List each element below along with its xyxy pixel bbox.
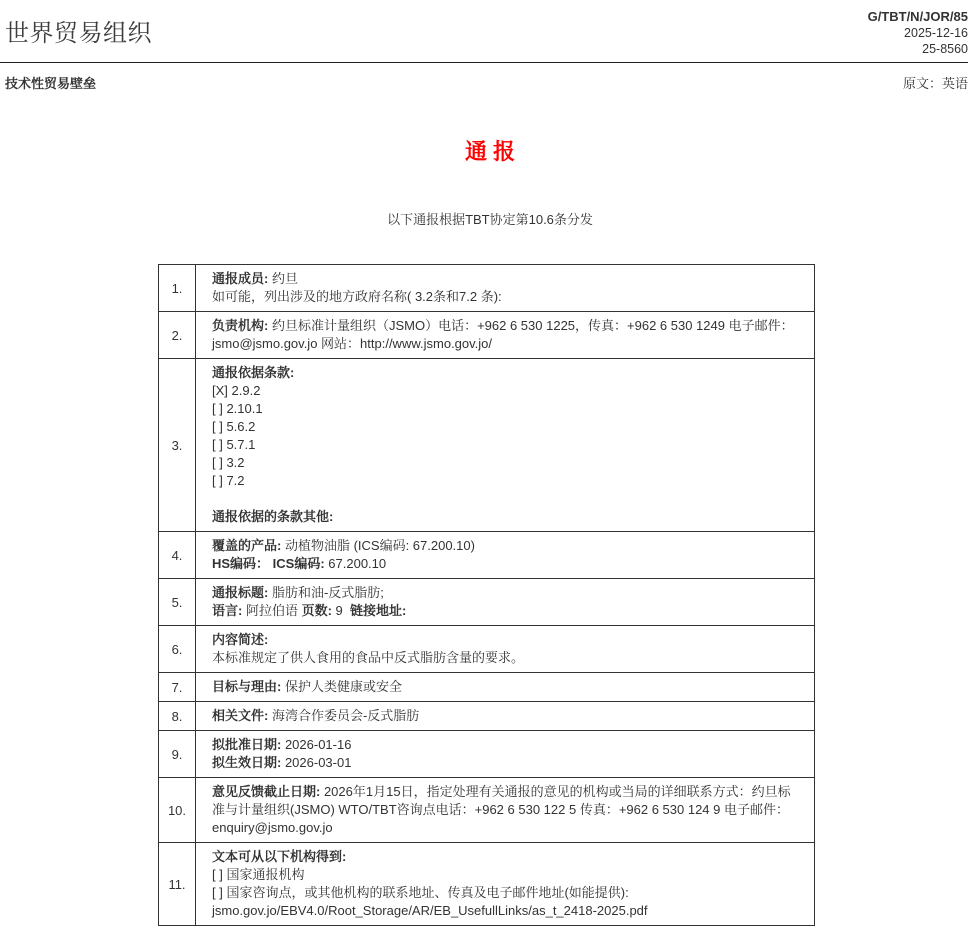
text-line bbox=[212, 555, 798, 573]
text-line bbox=[212, 884, 798, 902]
text-line bbox=[212, 537, 798, 555]
table-row bbox=[159, 265, 815, 312]
field-value: 如可能，列出涉及的地方政府名称( 3.2条和7.2 条): bbox=[212, 289, 502, 304]
org-title: 世界贸易组织 bbox=[5, 20, 152, 47]
field-value: 脂肪和油-反式脂肪; bbox=[268, 585, 384, 600]
document-header bbox=[0, 0, 980, 57]
field-value: jsmo.gov.jo/EBV4.0/Root_Storage/AR/EB_UsefullLinks/as_t_2418-2025.pdf bbox=[212, 903, 648, 918]
text-line bbox=[212, 783, 798, 837]
row-content bbox=[196, 731, 815, 778]
field-label: 通报成员: bbox=[212, 271, 269, 286]
row-number: 10. bbox=[159, 778, 196, 843]
field-label: 相关文件: bbox=[212, 708, 269, 723]
field-value: [ ] 7.2 bbox=[212, 473, 245, 488]
field-value: 动植物油脂 (ICS编码: 67.200.10) bbox=[281, 538, 475, 553]
table-row bbox=[159, 702, 815, 731]
field-value: 保护人类健康或安全 bbox=[281, 679, 402, 694]
text-line bbox=[212, 472, 798, 490]
row-content bbox=[196, 359, 815, 532]
text-line bbox=[212, 848, 798, 866]
row-content bbox=[196, 702, 815, 731]
text-line bbox=[212, 649, 798, 667]
text-line bbox=[212, 707, 798, 725]
text-line bbox=[212, 382, 798, 400]
table-row bbox=[159, 843, 815, 926]
doc-symbol: G/TBT/N/JOR/85 bbox=[867, 9, 968, 24]
notification-table-body bbox=[159, 265, 815, 926]
table-row bbox=[159, 731, 815, 778]
field-value: 阿拉伯语 bbox=[242, 603, 302, 618]
row-content bbox=[196, 843, 815, 926]
field-label: 目标与理由: bbox=[212, 679, 282, 694]
field-value: 本标准规定了供人食用的食品中反式脂肪含量的要求。 bbox=[212, 650, 525, 665]
row-content bbox=[196, 778, 815, 843]
text-line bbox=[212, 454, 798, 472]
row-number: 5. bbox=[159, 579, 196, 626]
row-content bbox=[196, 265, 815, 312]
field-label: 拟批准日期: bbox=[212, 737, 282, 752]
field-value: [ ] 5.7.1 bbox=[212, 437, 256, 452]
text-line bbox=[212, 400, 798, 418]
field-label: 意见反馈截止日期: bbox=[212, 784, 321, 799]
doc-date: 2025-12-16 bbox=[904, 26, 968, 40]
text-line bbox=[212, 631, 798, 649]
table-row bbox=[159, 579, 815, 626]
row-content bbox=[196, 312, 815, 359]
row-number: 1. bbox=[159, 265, 196, 312]
field-label: 拟生效日期: bbox=[212, 755, 282, 770]
table-row bbox=[159, 673, 815, 702]
field-value: 9 bbox=[331, 603, 350, 618]
field-value: [ ] 国家咨询点，或其他机构的联系地址、传真及电子邮件地址(如能提供): bbox=[212, 885, 629, 900]
header-subrow bbox=[0, 63, 980, 92]
field-value: [ ] 3.2 bbox=[212, 455, 245, 470]
notification-table bbox=[158, 264, 815, 926]
text-line bbox=[212, 436, 798, 454]
doc-reference-block bbox=[868, 9, 968, 57]
field-value: 2026年1月15日，指定处理有关通报的意见的机构或当局的详细联系方式：约旦标准与计量组织(JSMO) WTO/TBT咨询点电话：+962 6 530 122 5 传真：+962 6 530 124 9 电子邮件：enquiry@jsmo.gov.jo bbox=[212, 784, 791, 835]
field-label: 语言: bbox=[212, 603, 243, 618]
field-value: 海湾合作委员会-反式脂肪 bbox=[268, 708, 420, 723]
field-value: 2026-03-01 bbox=[281, 755, 352, 770]
text-line bbox=[212, 902, 798, 920]
row-number: 8. bbox=[159, 702, 196, 731]
page-title: 通 报 bbox=[464, 139, 516, 164]
row-number: 6. bbox=[159, 626, 196, 673]
field-label: 负责机构: bbox=[212, 318, 269, 333]
text-line bbox=[212, 678, 798, 696]
row-number: 4. bbox=[159, 532, 196, 579]
field-label: 链接地址: bbox=[350, 603, 407, 618]
row-number: 7. bbox=[159, 673, 196, 702]
committee-label: 技术性贸易壁垒 bbox=[5, 76, 97, 91]
field-value: [ ] 5.6.2 bbox=[212, 419, 256, 434]
text-line bbox=[212, 317, 798, 353]
field-label: 通报依据的条款其他: bbox=[212, 509, 334, 524]
field-value: [X] 2.9.2 bbox=[212, 383, 261, 398]
doc-number: 25-8560 bbox=[922, 42, 968, 56]
row-number: 2. bbox=[159, 312, 196, 359]
text-line bbox=[212, 364, 798, 382]
page-subtitle: 以下通报根据TBT协定第10.6条分发 bbox=[387, 212, 593, 227]
field-label: 文本可从以下机构得到: bbox=[212, 849, 347, 864]
text-line bbox=[212, 288, 798, 306]
field-label: HS编码： ICS编码: bbox=[212, 556, 325, 571]
field-label: 通报标题: bbox=[212, 585, 269, 600]
table-row bbox=[159, 359, 815, 532]
field-value: [ ] 国家通报机构 bbox=[212, 867, 305, 882]
field-label: 通报依据条款: bbox=[212, 365, 295, 380]
text-line bbox=[212, 270, 798, 288]
text-line bbox=[212, 602, 798, 620]
text-line bbox=[212, 508, 798, 526]
field-value: [ ] 2.10.1 bbox=[212, 401, 263, 416]
text-line bbox=[212, 584, 798, 602]
blank-line bbox=[212, 490, 798, 508]
row-number: 11. bbox=[159, 843, 196, 926]
field-value: 约旦标准计量组织（JSMO）电话：+962 6 530 1225，传真：+962 6 530 1249 电子邮件：jsmo@jsmo.gov.jo 网站：http://www.jsmo.gov.jo/ bbox=[212, 318, 794, 351]
field-label: 覆盖的产品: bbox=[212, 538, 282, 553]
table-row bbox=[159, 778, 815, 843]
row-number: 9. bbox=[159, 731, 196, 778]
field-label: 页数: bbox=[301, 603, 332, 618]
text-line bbox=[212, 736, 798, 754]
text-line bbox=[212, 866, 798, 884]
row-content bbox=[196, 626, 815, 673]
text-line bbox=[212, 418, 798, 436]
table-row bbox=[159, 312, 815, 359]
field-label: 内容简述: bbox=[212, 632, 269, 647]
row-content bbox=[196, 673, 815, 702]
text-line bbox=[212, 754, 798, 772]
table-row bbox=[159, 626, 815, 673]
field-value: 67.200.10 bbox=[324, 556, 387, 571]
row-content bbox=[196, 532, 815, 579]
field-value: 约旦 bbox=[268, 271, 298, 286]
row-content bbox=[196, 579, 815, 626]
field-value: 2026-01-16 bbox=[281, 737, 352, 752]
table-row bbox=[159, 532, 815, 579]
row-number: 3. bbox=[159, 359, 196, 532]
original-language-label: 原文：英语 bbox=[902, 76, 968, 91]
